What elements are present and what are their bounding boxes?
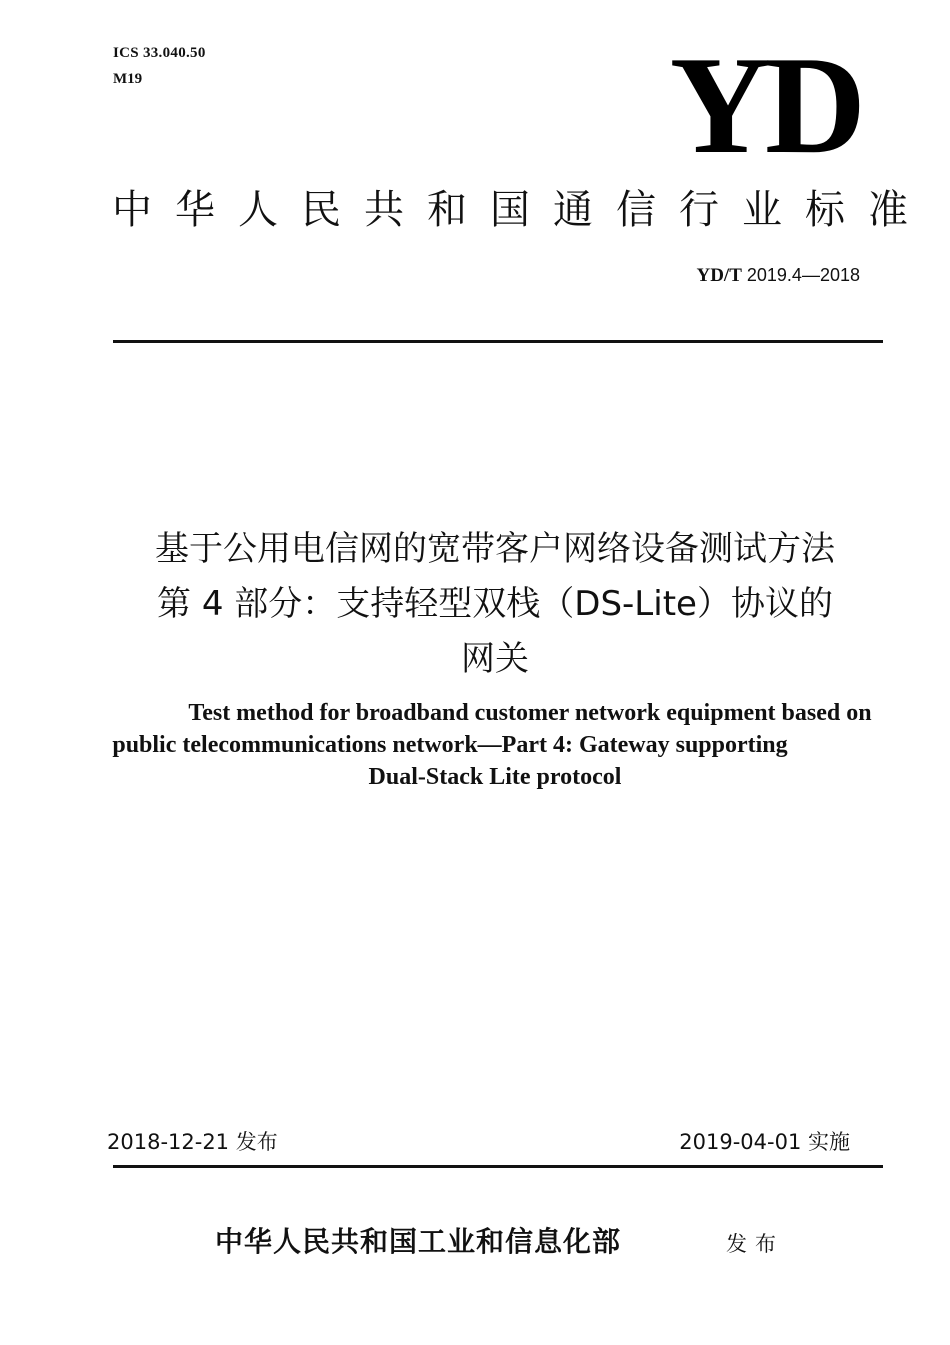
- standard-number-prefix: YD/T: [696, 265, 742, 286]
- chinese-title: [95, 522, 895, 687]
- standard-number: [560, 264, 860, 287]
- english-title-line-1: Test method for broadband customer network equipment based on: [188, 700, 872, 726]
- issue-date: 2018-12-21 发布: [107, 1130, 278, 1154]
- standard-category-title: 中华人民共和国通信行业标准: [112, 187, 931, 233]
- classification-code: M19: [113, 71, 143, 87]
- top-divider: [113, 340, 883, 343]
- english-title-line-2: public telecommunications network—Part 4: Gateway supporting: [112, 732, 788, 758]
- english-title: [95, 697, 895, 793]
- chinese-title-line-1: 基于公用电信网的宽带客户网络设备测试方法: [155, 529, 835, 569]
- chinese-title-line-3: 网关: [461, 639, 529, 679]
- standard-number-value: 2019.4—2018: [746, 265, 860, 285]
- english-title-line-3: Dual-Stack Lite protocol: [368, 764, 622, 790]
- bottom-divider: [113, 1165, 883, 1168]
- publish-label: 发布: [726, 1232, 784, 1256]
- yd-logo: YD: [669, 28, 860, 183]
- chinese-title-line-2: 第 4 部分：支持轻型双栈（DS-Lite）协议的: [157, 584, 833, 624]
- ics-code: ICS 33.040.50: [113, 45, 206, 61]
- implementation-date: 2019-04-01 实施: [679, 1130, 850, 1154]
- publisher-name: 中华人民共和国工业和信息化部: [215, 1225, 622, 1258]
